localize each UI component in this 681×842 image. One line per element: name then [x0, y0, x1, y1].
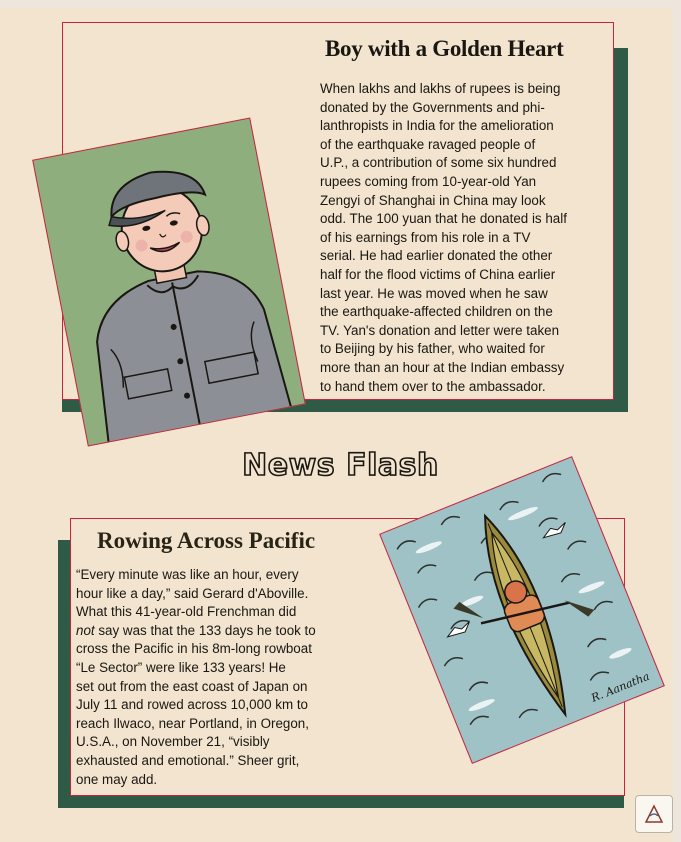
story1-line: last year. He was moved when he saw: [320, 285, 548, 301]
story1-line: to Beijing by his father, who waited for: [320, 341, 545, 357]
news-flash-heading: News Flash: [242, 448, 439, 483]
story1-line: half for the flood victims of China earlier: [320, 266, 556, 282]
story1-line: When lakhs and lakhs of rupees is being: [320, 81, 561, 96]
story1-line: of the earthquake ravaged people of: [320, 136, 536, 152]
story1-line: lanthropists in India for the amelioration: [320, 118, 554, 134]
page-edge: [0, 0, 681, 8]
story2-title: Rowing Across Pacific: [97, 528, 316, 553]
story1-line: rupees coming from 10-year-old Yan: [320, 173, 537, 189]
story2-line: hour like a day,” said Gerard d'Aboville.: [76, 585, 309, 601]
story2-line: What this 41-year-old Frenchman did: [76, 604, 297, 620]
emphasis-word: not: [76, 622, 95, 638]
story2-line: exhausted and emotional.” Sheer grit,: [76, 752, 300, 768]
page-edge: [673, 0, 681, 842]
story2-line: July 11 and rowed across 10,000 km to: [76, 697, 308, 713]
story1-line: the earthquake-affected children on the: [320, 304, 553, 320]
story2-line: [76, 622, 360, 641]
story2-line: one may add.: [76, 771, 158, 787]
story1-line: Zengyi of Shanghai in China may look: [320, 192, 546, 208]
story1-line: more than an hour at the Indian embassy: [320, 359, 565, 375]
story2-line: set out from the east coast of Japan on: [76, 678, 308, 694]
story1-line: TV. Yan's donation and letter were taken: [320, 322, 560, 338]
story1-line: serial. He had earlier donated the other: [320, 248, 553, 264]
publisher-logo-icon: [635, 795, 673, 833]
logo-mark-icon: [642, 802, 666, 826]
story2-line: cross the Pacific in his 8m-long rowboat: [76, 641, 312, 657]
story1-body: [320, 80, 603, 396]
story2-line: “Every minute was like an hour, every: [76, 567, 299, 582]
story2-line: U.S.A., on November 21, “visibly: [76, 734, 270, 750]
story2-line-text: say was that the 133 days he took to: [98, 622, 316, 638]
story1-line: U.P., a contribution of some six hundred: [320, 155, 557, 171]
story2-line: “Le Sector” were like 133 years! He: [76, 659, 286, 675]
story1-line: odd. The 100 yuan that he donated is half: [320, 211, 567, 227]
story2-body: [76, 566, 360, 789]
artist-signature: R. Aanatha: [589, 669, 652, 705]
story1-line: to hand them over to the ambassador.: [320, 378, 546, 394]
story1-title: Boy with a Golden Heart: [325, 36, 564, 61]
story1-line: donated by the Governments and phi-: [320, 99, 545, 115]
story1-line: of his earnings from his role in a TV: [320, 229, 531, 245]
story2-line: reach Ilwaco, near Portland, in Oregon,: [76, 715, 309, 731]
